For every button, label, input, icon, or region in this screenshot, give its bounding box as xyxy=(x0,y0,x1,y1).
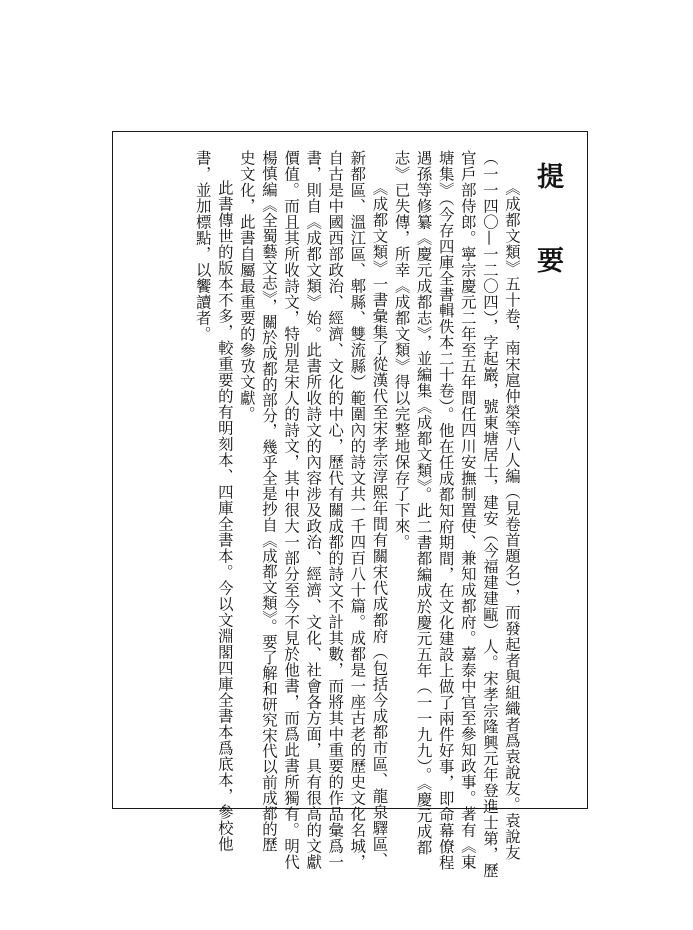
text-column-15: 書，並加標點，以饗讀者。 xyxy=(193,150,212,342)
text-column-4: 塘集》（今存四庫全書輯佚本二十卷）。他在任成都知府期間，在文化建設上做了兩件好事，即命幕僚程 xyxy=(436,150,455,871)
text-column-14: 此書傳世的版本不多，較重要的有明刻本、四庫全書本。今以文淵閣四庫全書本爲底本，參校他 xyxy=(215,180,234,852)
text-column-12: 楊慎編《全蜀藝文志》，關於成都的部分，幾乎全是抄自《成都文類》。要了解和研究宋代以前成都的歷 xyxy=(259,150,278,853)
text-column-7: 《成都文類》一書彙集了從漢代至宋孝宗淳熙年間有關宋代成都府（包括今成都市區、龍泉驛區、 xyxy=(370,180,389,868)
text-column-11: 價值。而且其所收詩文，特別是宋人的詩文，其中很大一部分至今不見於他書，而爲此書所獨有。明代 xyxy=(282,150,301,870)
text-column-1: 《成都文類》五十卷，南宋扈仲榮等八人編（見卷首題名），而發起者與組織者爲袁說友。袁說友 xyxy=(503,180,521,861)
text-column-10: 書，則自《成都文類》始。此書所收詩文的內容涉及政治、經濟、文化、社會各方面，具有很高的文獻 xyxy=(304,150,323,870)
text-column-8: 新都區、溫江區、郫縣、雙流縣）範圍內的詩文共一千四百八十篇。成都是一座古老的歷史文化名城， xyxy=(348,150,367,870)
text-column-5: 遇孫等修纂《慶元成都志》，並編集《成都文類》。此二書都編成於慶元五年（一一九九）。《慶元成都 xyxy=(414,150,433,856)
vertical-text-body xyxy=(188,150,577,879)
page-title: 提 要 xyxy=(532,162,563,288)
text-column-2: （一一四〇—一二〇四），字起巖，號東塘居士，建安（今福建建甌）人。宋孝宗隆興元年登進士第，歷 xyxy=(480,150,499,879)
text-column-3: 官戶部侍郎。寧宗慶元二年至五年間任四川安撫制置使、兼知成都府。嘉泰中官至參知政事。著有《東 xyxy=(458,150,477,870)
text-column-13: 史文化，此書自屬最重要的參攷文獻。 xyxy=(237,150,256,422)
text-column-6: 志》已失傳，所幸《成都文類》得以完整地保存了下來。 xyxy=(392,150,411,550)
text-column-9: 自古是中國西部政治、經濟、文化的中心，歷代有關成都的詩文不計其數，而將其中重要的作品彙爲一 xyxy=(326,150,345,870)
